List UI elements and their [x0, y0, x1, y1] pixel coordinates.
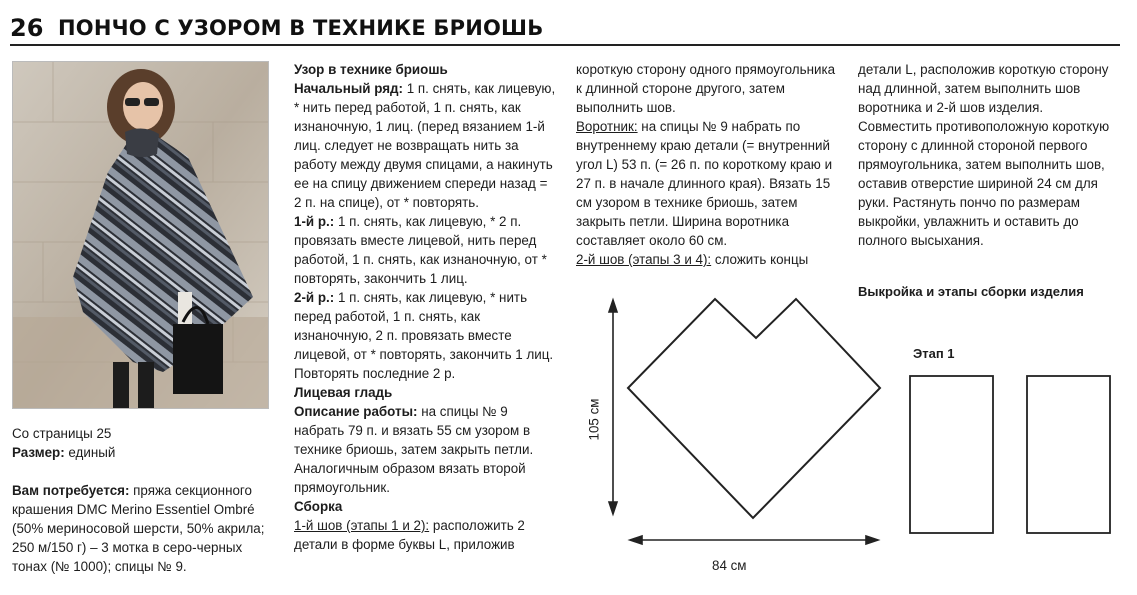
size-label: Размер:	[12, 445, 65, 460]
repeat-note: Повторять последние 2 р.	[294, 366, 456, 381]
start-row-label: Начальный ряд:	[294, 81, 403, 96]
source-note: Со страницы 25	[12, 426, 112, 441]
row2-text: 1 п. снять, как лицевую, * нить перед работой, 1 п. снять, как изнаночную, 2 п. провязать вместе лицевой, от * повторять, закончить 1 лиц.	[294, 290, 554, 362]
seam2-text: сложить концы	[711, 252, 809, 267]
row2-label: 2-й р.:	[294, 290, 335, 305]
collar-text: на спицы № 9 набрать по внутреннему краю детали (= внутренний угол L) 53 п. (= 26 п. по короткому краю и 27 п. в начале длинного края). Вязать 15 см узором в технике бриошь, затем закрыть петли. Ширина воротника составляет около 60 см.	[576, 119, 833, 248]
width-dimension-arrow	[630, 536, 878, 544]
seam2-label: 2-й шов (этапы 3 и 4):	[576, 252, 712, 267]
seam1-label: 1-й шов (этапы 1 и 2):	[294, 518, 430, 533]
materials-label: Вам потребуется:	[12, 483, 130, 498]
pattern-number: 26	[10, 14, 44, 42]
start-row-text: 1 п. снять, как лицевую, * нить перед работой, 1 п. снять, как изнаночную, 1 лиц. (перед вязанием 1-й лиц. следует не возвращать нить за работу между двумя спицами, а накинуть ее на спицу движением спереди назад = 2 п. на спице), от * повторять.	[294, 81, 556, 210]
poncho-pattern-outline	[628, 299, 880, 518]
description-text: на спицы № 9 набрать 79 п. и вязать 55 см узором в технике бриошь, затем закрыть петли. Аналогичным образом вязать второй прямоугольник.	[294, 404, 534, 495]
diagram-heading: Выкройка и этапы сборки изделия	[858, 284, 1084, 299]
materials-text: пряжа секционного крашения DMC Merino Essentiel Ombré (50% мериносовой шерсти, 50% акрила; 250 м/150 г) – 3 мотка в серо-черных тонах (№ 1000); спицы № 9.	[12, 483, 265, 574]
height-dimension-arrow	[609, 300, 617, 514]
description-label: Описание работы:	[294, 404, 418, 419]
stage-1-rectangle-right	[1027, 376, 1110, 533]
row1-label: 1-й р.:	[294, 214, 335, 229]
continuation-text: короткую сторону одного прямоугольника к длинной стороне другого, затем выполнить шов.	[576, 62, 836, 115]
assembly-heading: Сборка	[294, 499, 343, 514]
stage-1-label: Этап 1	[913, 346, 955, 361]
height-label: 105 см	[586, 398, 602, 441]
width-label: 84 см	[712, 558, 747, 573]
page-title: ПОНЧО С УЗОРОМ В ТЕХНИКЕ БРИОШЬ	[58, 16, 544, 40]
row1-text: 1 п. снять, как лицевую, * 2 п. провязать вместе лицевой, нить перед работой, 1 п. снять, как изнаночную, от * повторять, закончить 1 лиц.	[294, 214, 547, 286]
stockinette-heading: Лицевая гладь	[294, 385, 393, 400]
collar-label: Воротник:	[576, 119, 638, 134]
seam1-text: расположить 2 детали в форме буквы L, приложив	[294, 518, 525, 552]
size-value: единый	[64, 445, 116, 460]
pattern-heading: Узор в технике бриошь	[294, 62, 448, 77]
final-assembly-text: детали L, расположив короткую сторону над длинной, затем выполнить шов воротника и 2-й шов изделия. Совместить противоположную короткую сторону с длинной стороной первого прямоугольника, затем выполнить шов, оставив отверстие шириной 24 см для руки. Растянуть пончо по размерам выкройки, увлажнить и оставить до полного высыхания.	[858, 62, 1110, 248]
stage-1-rectangle-left	[910, 376, 993, 533]
